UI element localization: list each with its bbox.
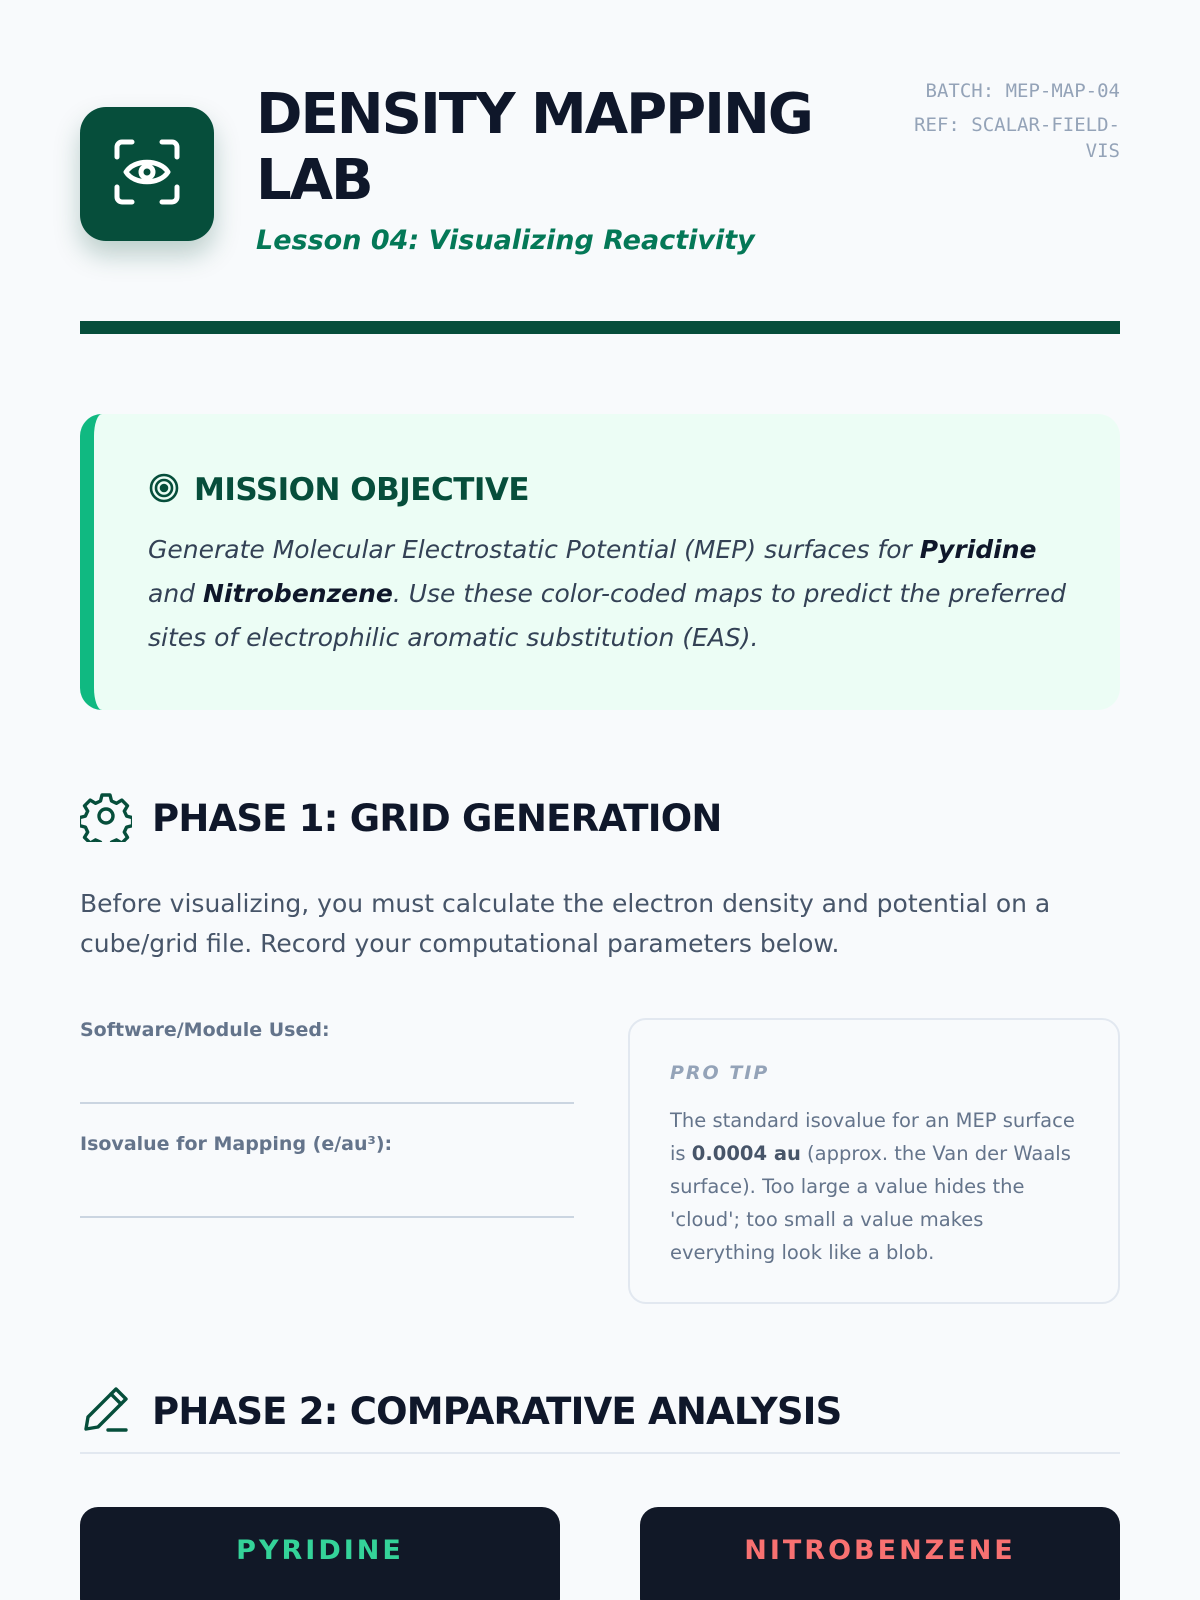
pro-tip-heading: PRO TIP bbox=[670, 1062, 770, 1084]
software-field-label: Software/Module Used: bbox=[80, 1019, 330, 1041]
worksheet-page bbox=[80, 0, 1120, 1600]
nitrobenzene-card bbox=[640, 1507, 1120, 1600]
pro-tip-text-part: The standard isovalue for an MEP surface is bbox=[670, 1109, 1075, 1165]
nitrobenzene-card-label: NITROBENZENE bbox=[744, 1535, 1016, 1566]
phase-1-intro: Before visualizing, you must calculate the electron density and potential on a cube/grid file. Record your computational parameters below. bbox=[80, 889, 1051, 958]
phase-2-title: PHASE 2: COMPARATIVE ANALYSIS bbox=[152, 1389, 842, 1433]
pyridine-card-label: PYRIDINE bbox=[236, 1535, 404, 1566]
reference-code: REF: SCALAR-FIELD-VIS bbox=[914, 114, 1120, 162]
document-meta bbox=[880, 78, 1120, 172]
pencil-icon bbox=[80, 1383, 132, 1439]
pro-tip-text bbox=[670, 1104, 1090, 1269]
mission-objective-box bbox=[80, 414, 1120, 710]
page-title: DENSITY MAPPING LAB bbox=[256, 82, 812, 213]
logo-badge bbox=[80, 107, 214, 241]
header-divider bbox=[80, 321, 1120, 334]
objective-text-part: Generate Molecular Electrostatic Potential (MEP) surfaces for bbox=[148, 535, 920, 564]
pro-tip-isovalue: 0.0004 au bbox=[691, 1142, 801, 1165]
gear-icon bbox=[80, 790, 132, 846]
target-icon bbox=[148, 472, 180, 508]
isovalue-field-label: Isovalue for Mapping (e/au³): bbox=[80, 1133, 393, 1155]
pro-tip-text-part: (approx. the Van der Waals surface). Too large a value hides the 'cloud'; too small a value makes everything look like a blob. bbox=[670, 1142, 1071, 1264]
eye-scan-icon bbox=[112, 137, 182, 211]
objective-molecule-2: Nitrobenzene bbox=[202, 579, 393, 608]
batch-code: BATCH: MEP-MAP-04 bbox=[925, 80, 1120, 102]
phase-2-heading bbox=[80, 1383, 841, 1439]
objective-text bbox=[148, 528, 1078, 660]
objective-title: MISSION OBJECTIVE bbox=[194, 472, 530, 508]
software-input-line[interactable] bbox=[80, 1102, 574, 1104]
objective-heading bbox=[148, 472, 529, 508]
pro-tip-box bbox=[628, 1018, 1120, 1304]
objective-text-part: and bbox=[148, 579, 203, 608]
isovalue-input-line[interactable] bbox=[80, 1216, 574, 1218]
phase-1-title: PHASE 1: GRID GENERATION bbox=[152, 796, 722, 840]
phase-2-divider bbox=[80, 1452, 1120, 1454]
phase-1-heading bbox=[80, 790, 722, 846]
objective-text-part: . Use these color-coded maps to predict the preferred sites of electrophilic aromatic substitution (EAS). bbox=[148, 579, 1066, 652]
objective-molecule-1: Pyridine bbox=[919, 535, 1037, 564]
pyridine-card bbox=[80, 1507, 560, 1600]
lesson-subtitle: Lesson 04: Visualizing Reactivity bbox=[256, 225, 755, 256]
